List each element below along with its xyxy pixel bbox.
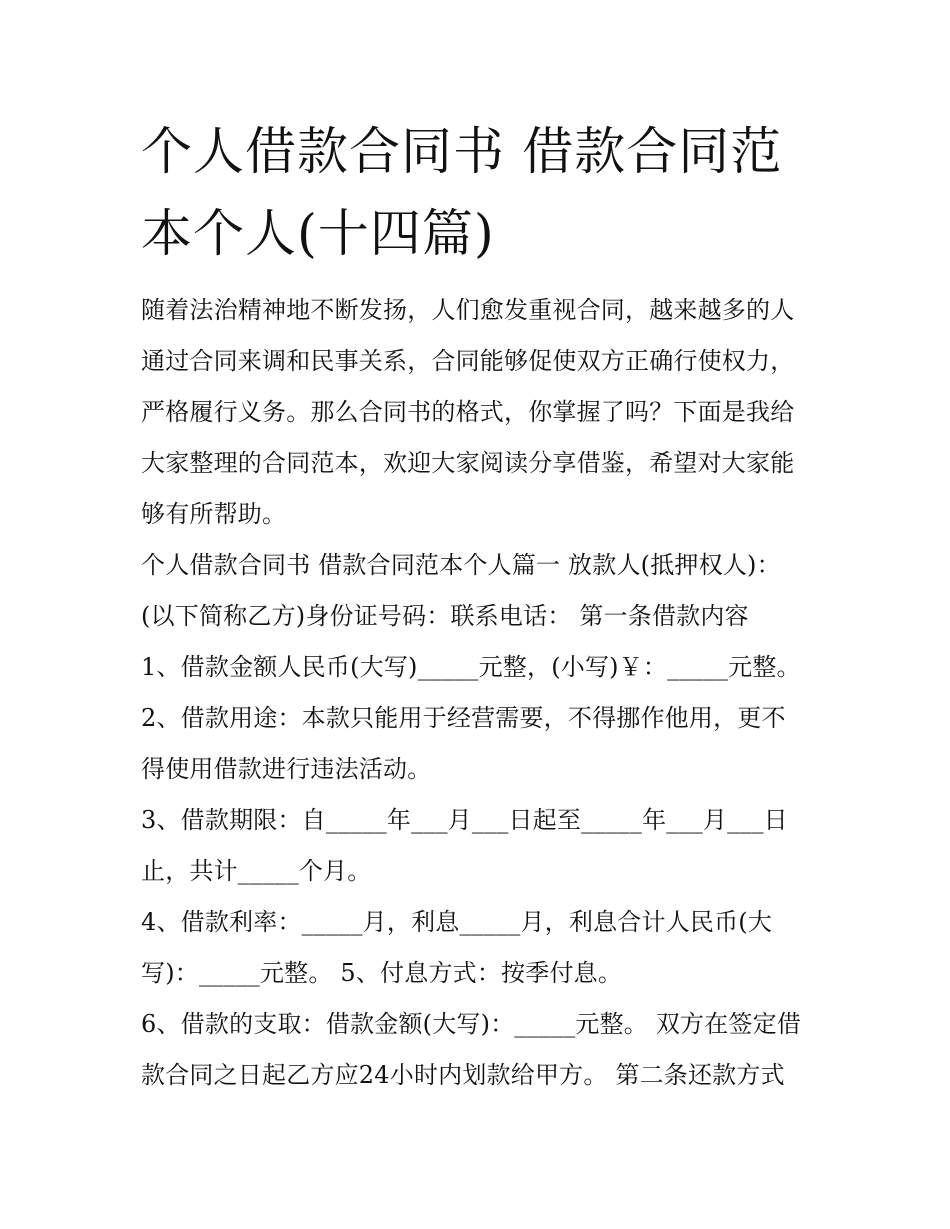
clause-loan-purpose <box>141 693 821 795</box>
paragraph-line: 3、借款期限：自_____年___月___日起至_____年___月___日 <box>141 806 788 834</box>
paragraph-line: 止，共计_____个月。 <box>141 857 372 885</box>
clause-loan-amount <box>141 642 821 693</box>
paragraph-line: 1、借款金额人民币(大写)_____元整，(小写)￥：_____元整。 <box>141 653 801 681</box>
contract-header-paragraph <box>141 540 821 642</box>
intro-line: 通过合同来调和民事关系，合同能够促使双方正确行使权力， <box>141 347 795 375</box>
intro-line: 大家整理的合同范本，欢迎大家阅读分享借鉴，希望对大家能 <box>141 449 795 477</box>
paragraph-line: 个人借款合同书 借款合同范本个人篇一 放款人(抵押权人)： <box>141 551 781 579</box>
intro-line: 严格履行义务。那么合同书的格式，你掌握了吗？下面是我给 <box>141 398 795 426</box>
clause-loan-term <box>141 795 821 897</box>
clause-loan-withdrawal <box>141 999 821 1101</box>
paragraph-line: (以下简称乙方)身份证号码：联系电话： 第一条借款内容 <box>141 602 749 630</box>
paragraph-line: 款合同之日起乙方应24小时内划款给甲方。 第二条还款方式 <box>141 1061 785 1089</box>
paragraph-line: 得使用借款进行违法活动。 <box>141 755 432 783</box>
intro-paragraph <box>141 285 821 540</box>
document-title: 个人借款合同书 借款合同范本个人(十四篇) <box>141 123 783 264</box>
paragraph-line: 写)：_____元整。 5、付息方式：按季付息。 <box>141 959 623 987</box>
clause-interest-rate <box>141 897 821 999</box>
paragraph-line: 2、借款用途：本款只能用于经营需要，不得挪作他用，更不 <box>141 704 786 732</box>
paragraph-line: 4、借款利率：_____月，利息_____月，利息合计人民币(大 <box>141 908 773 936</box>
intro-line: 随着法治精神地不断发扬，人们愈发重视合同，越来越多的人 <box>141 296 795 324</box>
intro-line: 够有所帮助。 <box>141 500 287 528</box>
paragraph-line: 6、借款的支取：借款金额(大写)：_____元整。 双方在签定借 <box>141 1010 802 1038</box>
document-page <box>141 112 821 1101</box>
